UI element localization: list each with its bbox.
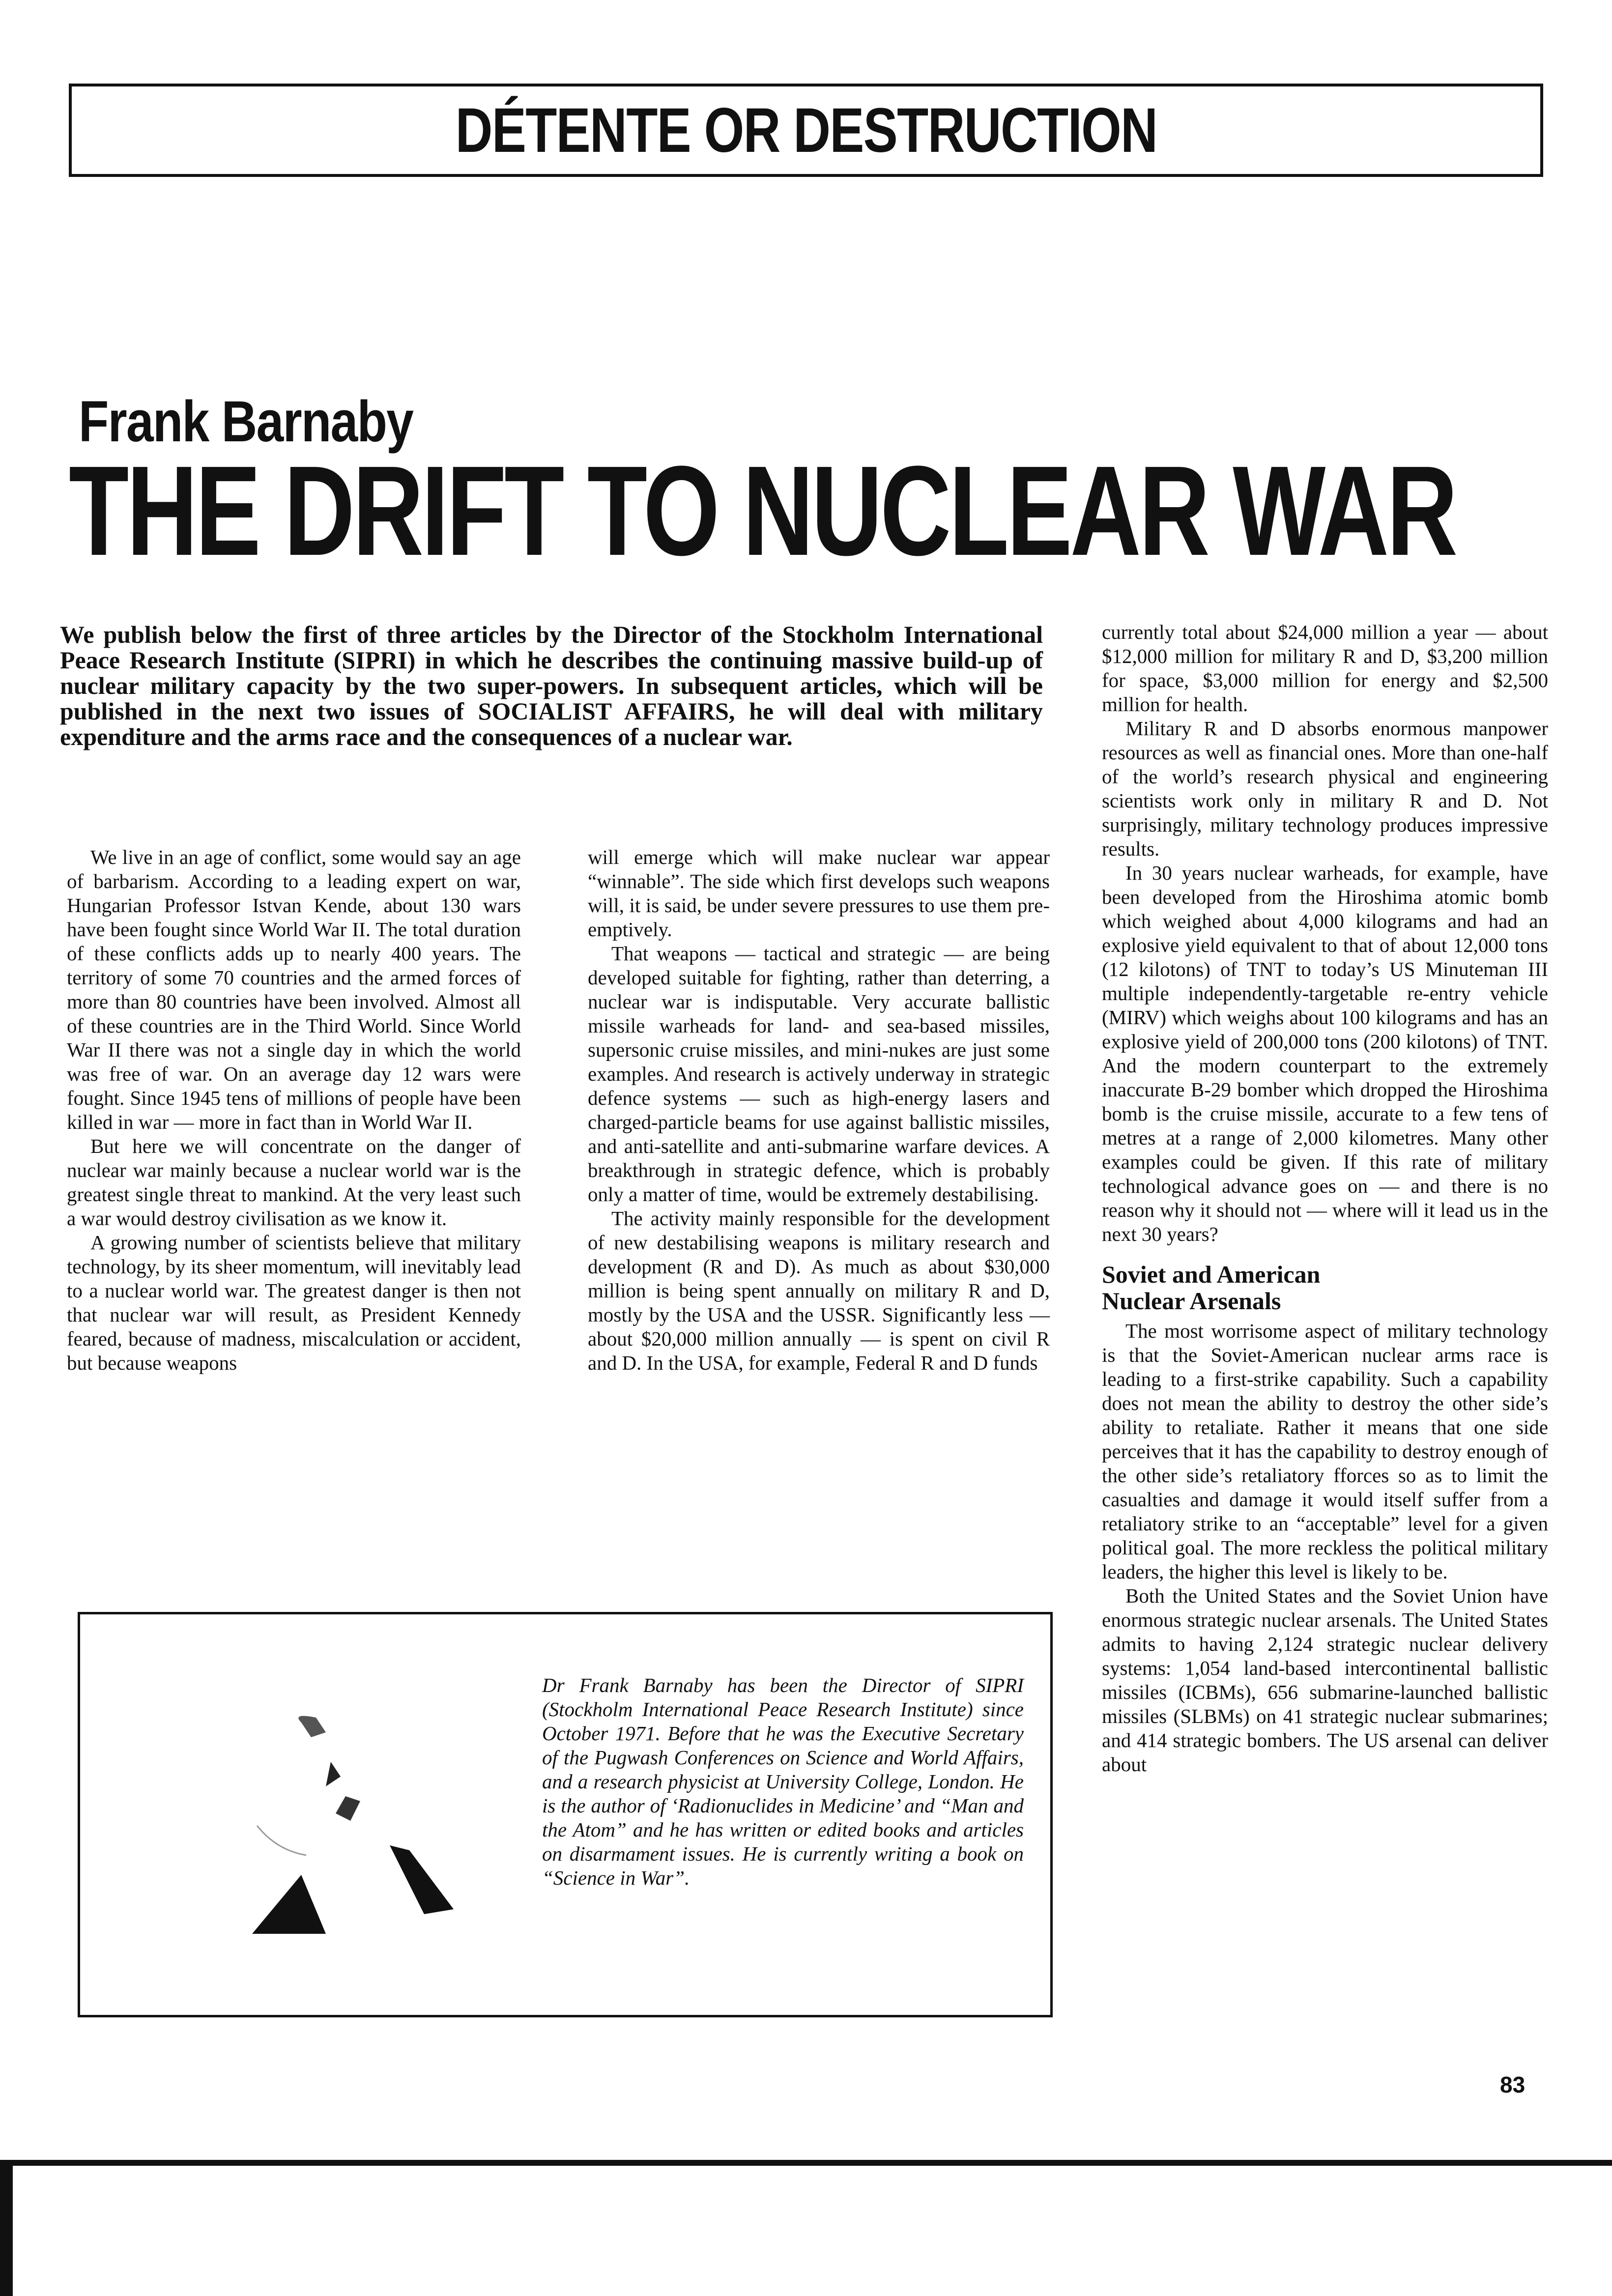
body-column-3 — [1102, 620, 1548, 1777]
bottom-rule — [10, 2160, 1612, 2166]
subheading-line-2: Nuclear Arsenals — [1102, 1287, 1281, 1315]
section-banner — [69, 84, 1543, 177]
author-portrait — [178, 1703, 493, 1939]
paragraph: will emerge which will make nuclear war appear “winnable”. The side which first develops such weapons will, it is said, be under severe pressures to use them pre-emptively. — [588, 846, 1050, 941]
page-number: 83 — [1500, 2072, 1526, 2097]
paragraph: That weapons — tactical and strategic — are being developed suitable for fighting, rather than deterring, a nuclear war is indisputable. Very accurate ballistic missile warheads for land- and sea-based missiles, supersonic cruise missiles, and mini-nukes are just some examples. And research is actively underway in strategic defence systems — such as high-energy lasers and charged-particle beams for use against ballistic missiles, and anti-satellite and anti-submarine warfare devices. A breakthrough in strategic defence, which is probably only a matter of time, would be extremely destabilising. — [588, 942, 1050, 1205]
paragraph: Military R and D absorbs enormous manpower resources as well as financial ones. More than one-half of the world’s research physical and engineering scientists work only in military R and D. Not surprisingly, military technology produces impressive results. — [1102, 717, 1548, 860]
paragraph: The activity mainly responsible for the development of new destabilising weapons is military research and development (R and D). As much as about $30,000 million is being spent annually on military R and D, mostly by the USA and the USSR. Significantly less — about $20,000 million annually — is spent on civil R and D. In the USA, for example, Federal R and D funds — [588, 1207, 1050, 1374]
paragraph: Both the United States and the Soviet Union have enormous strategic nuclear arsenals. The United States admits to having 2,124 strategic nuclear delivery systems: 1,054 land-based intercontinental ballistic missiles (ICBMs), 656 submarine-launched ballistic missiles (SLBMs) on 41 strategic nuclear submarines; and 414 strategic bombers. The US arsenal can deliver about — [1102, 1584, 1548, 1776]
subheading — [1102, 1261, 1548, 1314]
section-title: DÉTENTE OR DESTRUCTION — [455, 95, 1157, 166]
paragraph: In 30 years nuclear warheads, for example, have been developed from the Hiroshima atomic bomb which weighed about 4,000 kilograms and had an explosive yield equivalent to that of about 12,000 tons (12 kilotons) of TNT to today’s US Minuteman III multiple independently-targetable re-entry vehicle (MIRV) which weighs about 100 kilograms and has an explosive yield of 200,000 tons (200 kilotons) of TNT. And the modern counterpart to the extremely inaccurate B-29 bomber which dropped the Hiroshima bomb is the cruise missile, accurate to a few tens of metres at a range of 2,000 kilometres. Many other examples could be given. If this rate of military technological advance goes on — and there is no reason why it should not — where will it lead us in the next 30 years? — [1102, 861, 1548, 1245]
paragraph: currently total about $24,000 million a year — about $12,000 million for military R and D, $3,200 million for space, $3,000 million for energy and $2,500 million for health. — [1102, 621, 1548, 716]
paragraph: A growing number of scientists believe that military technology, by its sheer momentum, will inevitably lead to a nuclear world war. The greatest danger is then not that nuclear war will result, as President Kennedy feared, because of madness, miscalculation or accident, but because weapons — [67, 1231, 521, 1374]
article-headline: THE DRIFT TO NUCLEAR WAR — [69, 440, 1456, 582]
author-name: Frank Barnaby — [79, 389, 413, 454]
author-bio-text: Dr Frank Barnaby has been the Director of SIPRI (Stockholm International Peace Research Institute) since October 1971. Before that he was the Executive Secretary of the Pugwash Conferences on Science and World Affairs, and a research physicist at University College, London. He is the author of ‘Radionuclides in Medicine’ and “Man and the Atom” and he has written or edited books and articles on disarmament issues. He is currently writing a book on “Science in War”. — [542, 1674, 1024, 1889]
body-column-2 — [588, 845, 1050, 1375]
subheading-line-1: Soviet and American — [1102, 1261, 1321, 1288]
paragraph: But here we will concentrate on the danger of nuclear war mainly because a nuclear world war is the greatest single threat to mankind. At the very least such a war would destroy civilisation as we know it. — [67, 1135, 521, 1230]
body-column-1 — [67, 845, 521, 1375]
author-bio-box — [78, 1612, 1053, 2017]
paragraph: We live in an age of conflict, some would say an age of barbarism. According to a leading expert on war, Hungarian Professor Istvan Kende, about 130 wars have been fought since World War II. The total duration of these conflicts adds up to nearly 400 years. The territory of some 70 countries and the armed forces of more than 80 countries have been involved. Almost all of these countries are in the Third World. Since World War II there was not a single day in which the world was free of war. On an average day 12 wars were fought. Since 1945 tens of millions of people have been killed in war — more in fact than in World War II. — [67, 846, 521, 1133]
intro-standfirst: We publish below the first of three articles by the Director of the Stockholm International Peace Research Institute (SIPRI) in which he describes the continuing massive build-up of nuclear military capacity by the two super-powers. In subsequent articles, which will be published in the next two issues of SOCIALIST AFFAIRS, he will deal with military expenditure and the arms race and the consequences of a nuclear war. — [60, 621, 1043, 750]
page-edge-shadow — [0, 2160, 13, 2296]
paragraph: The most worrisome aspect of military technology is that the Soviet-American nuclear arms race is leading to a first-strike capability. Such a capability does not mean the ability to destroy the other side’s ability to retaliate. Rather it means that one side perceives that it has the capability to destroy enough of the other side’s retaliatory fforces so as to limit the casualties and damage it would itself suffer from a retaliatory strike to an “acceptable” level for a given political goal. The more reckless the political military leaders, the higher this level is likely to be. — [1102, 1320, 1548, 1583]
